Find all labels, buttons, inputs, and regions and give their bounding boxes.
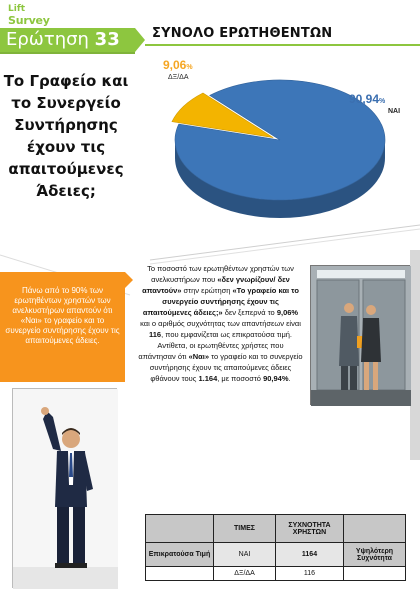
summary-callout-arrow <box>125 272 133 288</box>
table-header-cell: ΣΥΧΝΟΤΗΤΑ ΧΡΗΣΤΩΝ <box>276 515 344 543</box>
table-cell: 116 <box>276 567 344 581</box>
slice-label-dk-category: ΔΞ/ΔΑ <box>168 74 189 81</box>
chart-title-underline <box>145 44 420 46</box>
table-cell: Επικρατούσα Τιμή <box>146 543 214 567</box>
summary-callout-text: Πάνω από το 90% των ερωτηθέντων χρηστών των ανελκυστήρων απαντούν ότι «Ναι» το γραφείο και το συνεργείο συντήρησης έχουν τις απαιτούμενες άδειες. <box>5 286 120 345</box>
table-cell: ΔΞ/ΔΑ <box>214 567 276 581</box>
table-row <box>146 567 406 581</box>
body-paragraph: Το ποσοστό των ερωτηθέντων χρηστών των ανελκυστήρων που «δεν γνωρίζουν/ δεν απαντούν» στην ερώτηση «Το γραφείο και το συνεργείο συντήρησης έχουν τις απαιτούμενες άδειες;» δεν ξεπερνά το 9,06% και ο αριθμός συχνότητας των απαντήσεων είναι 116, που εμφανίζεται ως επικρατούσα τιμή. Αντίθετα, οι ερωτηθέντες χρήστες που απάντησαν ότι «Ναι» το γραφείο και το συνεργείο συντήρησης έχουν τις απαιτούμενες άδειες φθάνουν τους 1.164, με ποσοστό 90,94%. <box>138 264 303 383</box>
frequency-table <box>145 514 406 581</box>
question-banner-underline <box>0 52 135 54</box>
table-cell: Υψηλότερη Συχνότητα <box>344 543 406 567</box>
table-header-cell <box>146 515 214 543</box>
slice-label-dk-value: 9,06% <box>163 58 193 72</box>
table-cell: ΝΑΙ <box>214 543 276 567</box>
summary-callout <box>0 272 125 382</box>
decorative-right-bar <box>410 250 420 460</box>
chart-title: ΣΥΝΟΛΟ ΕΡΩΤΗΘΕΝΤΩΝ <box>152 26 333 41</box>
table-header-row <box>146 515 406 543</box>
question-prefix: Ερώτηση <box>6 29 89 50</box>
elevator-photo <box>310 265 410 405</box>
table-row <box>146 543 406 567</box>
question-banner-arrow <box>135 28 145 52</box>
table-header-cell <box>344 515 406 543</box>
slice-label-nai-value: 90,94% <box>349 92 386 106</box>
table-cell <box>146 567 214 581</box>
question-number: 33 <box>94 29 120 50</box>
slice-label-nai-category: ΝΑΙ <box>388 108 401 115</box>
table-cell: 1164 <box>276 543 344 567</box>
table-cell <box>344 567 406 581</box>
logo <box>6 3 66 27</box>
businessman-illustration <box>12 388 117 588</box>
logo-line-2: Survey <box>8 14 50 27</box>
question-text: Το Γραφείο και το Συνεργείο Συντήρησης έχουν τις απαιτούμενες Άδειες; <box>3 72 129 200</box>
question-banner <box>0 28 135 52</box>
table-header-cell: ΤΙΜΕΣ <box>214 515 276 543</box>
logo-line-1: Lift <box>8 4 26 14</box>
